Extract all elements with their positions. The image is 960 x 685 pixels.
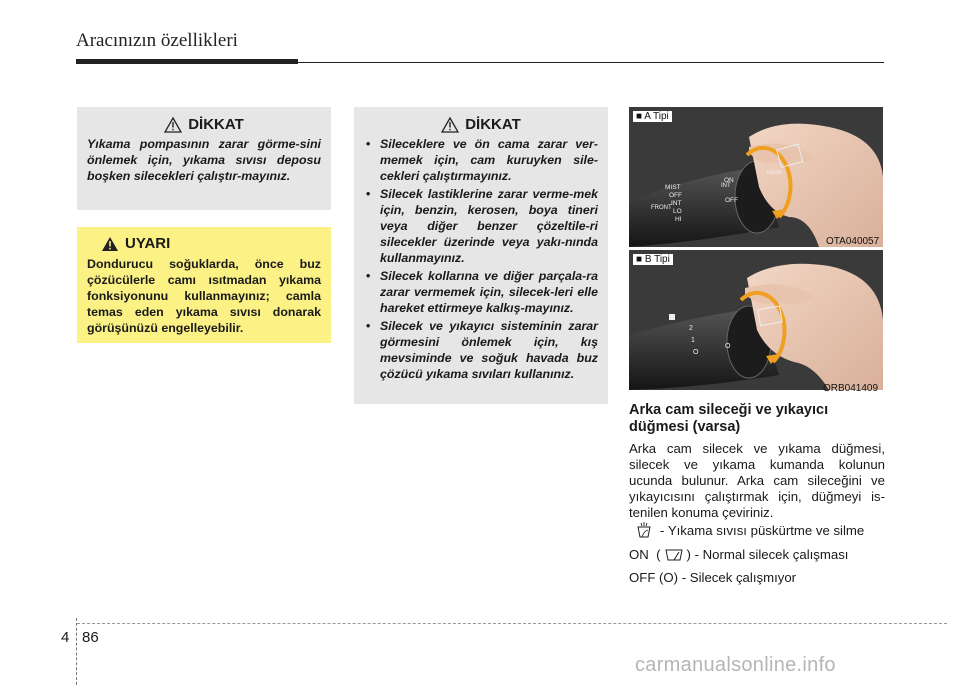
figure-a-code: OTA040057 xyxy=(826,236,880,247)
stalk-label: OFF xyxy=(669,192,682,199)
caution-box-wiper xyxy=(354,107,608,404)
warning-triangle-icon xyxy=(441,117,459,133)
stalk-label: O xyxy=(693,349,699,356)
stalk-label: INT xyxy=(721,183,731,189)
stalk-label: LO xyxy=(673,208,682,215)
caution-list-item: • Silecek kollarına ve diğer parçala-ra zarar vermemek için, silecek-leri elle hareket ettirmeye kalkış-mayınız. xyxy=(364,268,598,316)
stalk-label: FRONT xyxy=(651,205,672,211)
stalk-label: O xyxy=(725,343,731,350)
page-number: 86 xyxy=(82,629,99,646)
caution-list-item: • Silecek ve yıkayıcı sisteminin zarar görmesini önlemek için, kış mevsiminde ve soğuk havada buz çözücü yıkama sıvıları kullanınız. xyxy=(364,318,598,382)
caution-title-text: DİKKAT xyxy=(188,116,244,133)
stalk-label: HI xyxy=(675,216,682,223)
watermark: carmanualsonline.info xyxy=(635,654,836,676)
mode-on-line xyxy=(629,546,848,562)
mode-on-suffix: ) - Normal silecek çalışması xyxy=(686,546,849,562)
mode-washer-line xyxy=(636,521,864,539)
header-rule xyxy=(76,62,884,63)
caution-text: Yıkama pompasının zarar görme-sini önlemek için, yıkama sıvısı deposu boşken silecekleri çalıştır-mayınız. xyxy=(87,137,321,183)
page-header-title: Aracınızın özellikleri xyxy=(76,30,238,51)
figure-b-code: ORB041409 xyxy=(823,383,879,394)
stalk-label: ON xyxy=(724,177,734,184)
rear-wiper-icon xyxy=(664,546,684,562)
figure-b-photo xyxy=(629,250,883,390)
figure-b-label: ■ B Tipi xyxy=(633,254,673,265)
mode-on-prefix: ON ( xyxy=(629,546,661,562)
stalk-label: 2 xyxy=(689,325,693,332)
wiper-stalk-a-illustration xyxy=(629,107,883,247)
section-body: Arka cam silecek ve yıkama düğmesi, silecek ve yıkama kumanda kolunun ucunda bulunur. Arka cam sileceğini ve yıkayıcısını çalıştırmak için, düğmeyi is-tenilen konuma çeviriniz. xyxy=(629,441,885,520)
caution-box-washer xyxy=(77,107,331,210)
stalk-label: OFF xyxy=(725,197,738,204)
caution-list-item: • Silecek lastiklerine zarar verme-mek için, benzin, kerosen, boya tineri veya diğer benzer çözeltile-ri silecekler üzerinde veya yakı-nında kullanmayınız. xyxy=(364,186,598,266)
warning-title xyxy=(87,235,321,252)
washer-spray-icon xyxy=(636,521,652,539)
warning-triangle-icon xyxy=(164,117,182,133)
chapter-number: 4 xyxy=(61,629,70,646)
warning-filled-triangle-icon xyxy=(101,236,119,252)
warning-box-freezing xyxy=(77,227,331,343)
wiper-stalk-b-illustration xyxy=(629,250,883,390)
mode-washer-text: - Yıkama sıvısı püskürtme ve silme xyxy=(660,522,865,538)
caution-title xyxy=(364,116,598,133)
mode-off-text: OFF (O) - Silecek çalışmıyor xyxy=(629,570,797,585)
caution-list-item: • Sileceklere ve ön cama zarar ver-memek için, cam kuruyken sile-cekleri çalıştırmayınız. xyxy=(364,136,598,184)
figure-a-label: ■ A Tipi xyxy=(633,111,672,122)
section-heading: Arka cam sileceği ve yıkayıcı düğmesi (varsa) xyxy=(629,402,829,435)
caution-title-text: DİKKAT xyxy=(465,116,521,133)
caution-list xyxy=(364,136,598,382)
figure-a-photo xyxy=(629,107,883,247)
footer-dashed-line xyxy=(77,623,947,624)
warning-text: Dondurucu soğuklarda, önce buz çözücülerle camı ısıtmadan yıkama fonksiyonunu kullanmayınız; camla temas eden yıkama sıvısı donarak görüşünüzü engelleyebilir. xyxy=(87,257,321,335)
stalk-label: INT xyxy=(671,200,682,207)
warning-title-text: UYARI xyxy=(125,235,171,252)
stalk-label: 1 xyxy=(691,337,695,344)
footer-separator xyxy=(76,618,77,685)
stalk-label: MIST xyxy=(665,184,681,191)
caution-title xyxy=(87,116,321,133)
stalk-label: REAR xyxy=(767,170,783,176)
